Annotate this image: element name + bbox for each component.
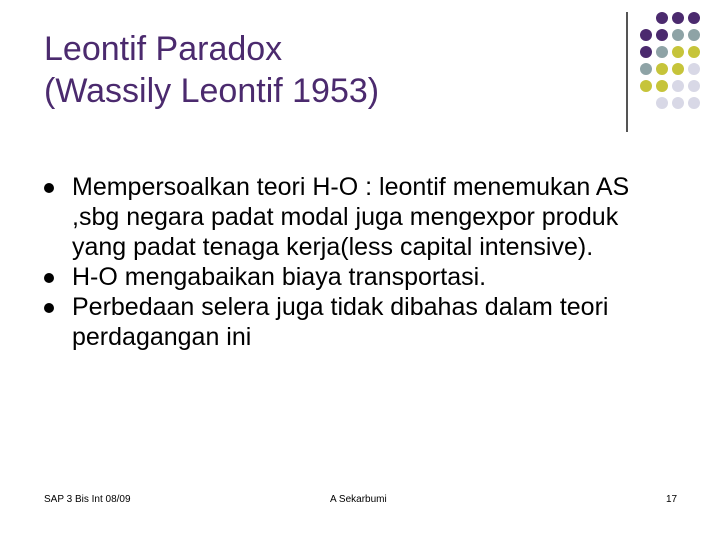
decorative-dot bbox=[688, 46, 700, 58]
bullet-item bbox=[44, 172, 664, 262]
decorative-dot bbox=[672, 63, 684, 75]
decorative-dot bbox=[672, 29, 684, 41]
slide-title bbox=[44, 28, 604, 112]
decorative-dot bbox=[656, 46, 668, 58]
decorative-dot bbox=[640, 46, 652, 58]
decorative-dot bbox=[656, 29, 668, 41]
decorative-dot bbox=[640, 80, 652, 92]
bullet-item bbox=[44, 292, 664, 352]
decorative-dot bbox=[656, 12, 668, 24]
decorative-dot bbox=[688, 80, 700, 92]
bullet-dot-icon bbox=[44, 303, 54, 313]
title-line-1: Leontif Paradox bbox=[44, 30, 283, 68]
bullet-text: Perbedaan selera juga tidak dibahas dalam teori perdagangan ini bbox=[72, 293, 609, 351]
footer-page-number: 17 bbox=[666, 494, 678, 505]
footer-course: SAP 3 Bis Int 08/09 bbox=[44, 494, 131, 505]
decorative-dot bbox=[656, 63, 668, 75]
decorative-dot bbox=[688, 63, 700, 75]
decorative-dot bbox=[640, 29, 652, 41]
decorative-dot bbox=[688, 29, 700, 41]
bullet-dot-icon bbox=[44, 183, 54, 193]
decorative-dot bbox=[688, 97, 700, 109]
decorative-dot bbox=[672, 80, 684, 92]
decorative-dot bbox=[672, 97, 684, 109]
decorative-dot bbox=[672, 46, 684, 58]
title-line-2: (Wassily Leontif 1953) bbox=[44, 72, 380, 110]
decorative-dot-grid bbox=[640, 12, 720, 122]
bullet-dot-icon bbox=[44, 273, 54, 283]
decorative-divider bbox=[626, 12, 628, 132]
bullet-text: H-O mengabaikan biaya transportasi. bbox=[72, 263, 487, 291]
decorative-dot bbox=[672, 12, 684, 24]
footer-author: A Sekarbumi bbox=[330, 494, 387, 505]
decorative-dot bbox=[656, 97, 668, 109]
decorative-dot bbox=[688, 12, 700, 24]
bullet-text: Mempersoalkan teori H-O : leontif menemukan AS ,sbg negara padat modal juga mengexpor produk yang padat tenaga kerja(less capital intensive). bbox=[72, 173, 630, 261]
bullet-list bbox=[44, 172, 664, 352]
decorative-dot bbox=[656, 80, 668, 92]
bullet-item bbox=[44, 262, 664, 292]
decorative-dot bbox=[640, 63, 652, 75]
